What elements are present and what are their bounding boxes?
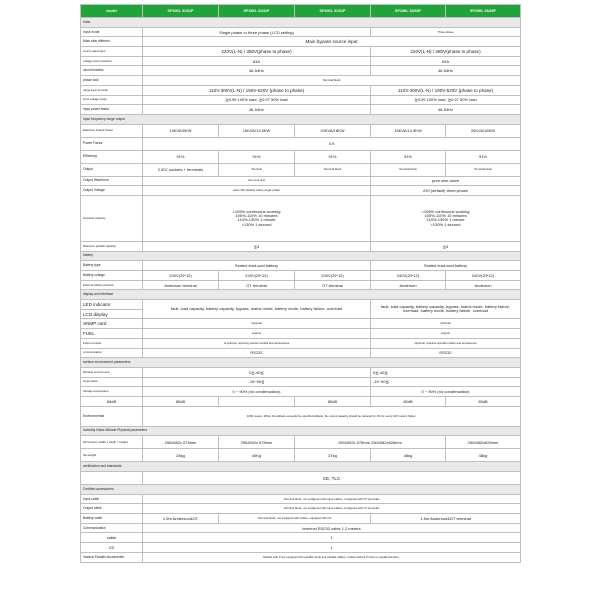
row-overload: Overload capacity <105% continuous working 105%-110% 10 minutes 110%-130% 1 minute >130% 1 second <105% continuous working 105%-110% 10 minutes 110%-130% 1 minute >130% 1 second [81, 195, 521, 241]
row-lcd: LCD display [81, 309, 521, 319]
row-phase-lock: phase lock Terminal block [81, 76, 521, 86]
section-humidity: humidity Noise Altitude Physical parameters [81, 426, 521, 436]
header-sp20kl-33: SP20KL 33/33P [446, 5, 521, 18]
header-row [81, 5, 521, 18]
row-led: LED indicator fault, load capacity, battery capacity, bypass, mains mode, battery mode, battery failure, overload fault, load capacity, battery capacity, bypass, mains mode, battery failure, overload, battery mode, battery failure, overload [81, 300, 521, 310]
section-display: display and interface [81, 290, 521, 300]
row-cert: CE, TLC [81, 472, 521, 485]
row-cd: CD 1 [81, 543, 521, 553]
row-parallel-capacity: Maximum parallel capacity ≦3 ≦3 [81, 241, 521, 251]
header-sp10kl-31: SP10KL 31/31P [143, 5, 219, 18]
row-working-env: Working environment 0≦-40≦ 0≦-40≦ [81, 367, 521, 377]
header-sp15kl-31: SP15KL 31/31P [219, 5, 295, 18]
row-battery-cable: Battery cable 1.5m Anderson&OT Terminal block, not equipped with cables, equipped with OT 1.5m Anderson&OT terminal [81, 514, 521, 524]
row-range-voltage: input voltage range ≧0.99 100% load, ≧0.97 50% load ≧0.99 100% load, ≧0.97 50% load [81, 95, 521, 105]
row-cable: cable 1 [81, 533, 521, 543]
row-noise: 65dB 65dB 65dB 65dB 65dB [81, 396, 521, 406]
row-output: Output 2 IEC sockets + terminals Terminal Terminal block Terminal block Terminal block [81, 163, 521, 176]
row-battery-type: Battery type Sealed lead-acid battery Sealed lead-acid battery [81, 261, 521, 271]
row-external-terminal: External battery terminal Anderson terminal OT terminal OT terminal Anderson Anderson [81, 280, 521, 290]
row-power-factor: Power Factor 0.9 [81, 137, 521, 150]
row-parallel-accessories: manual Parallel accessories Models with P are equipped with parallel cards and parallel cables; models without P have no parallel function. [81, 552, 521, 562]
row-waveform: Output Waveform sine pure sine pure sine wave [81, 176, 521, 186]
header-sp15kl-33: SP15KL 33/33P [371, 5, 446, 18]
row-fusion: Fusion contact is optional, requiring special models and accessories Optional, requires special models and accessories [81, 338, 521, 348]
header-sp20kl-31: SP20KL 31/31P [295, 5, 371, 18]
row-communication: Communication terminal RS232 cable 1.2 meters [81, 523, 521, 533]
section-freq-range: input frequency range output [81, 114, 521, 124]
row-fuel: FUEL support support [81, 329, 521, 339]
overload-right: <105% continuous working 105%-110% 10 minutes 110%-130% 1 minute >130% 1 second [371, 195, 521, 241]
row-environmental: Environmental 1000 meters. When the altitude exceeds the specified altitude, the output capacity should be reduced by 1% for every 100 meters higher. [81, 406, 521, 426]
section-environment: surface environment parameters [81, 358, 521, 368]
section-accessories: Certified accessories [81, 485, 521, 495]
row-efficiency: Efficiency 91% 91% 91% 91% 91% [81, 150, 521, 163]
row-snmp: SNMP card Optional Optional [81, 319, 521, 329]
row-input-mode: Input mode Single phase or three phase (LCD setting) Three-phase [81, 27, 521, 37]
row-output-cable: Output cable Terminal block, not configured with input cables, configured with OT terminals [81, 504, 521, 514]
section-battery: battery [81, 251, 521, 261]
row-dimensions: Dimensions (width × depth × height) 250x582x 578mm 250x592x 578mm 250x592x 578mm 250x582x826mm 250x582x826mm [81, 436, 521, 449]
row-output-voltage: Output Voltage wave 220 (default value) single phase 220 (default) three-phase [81, 186, 521, 196]
row-temperature: temperature -15~50≦ -15~50≦ [81, 377, 521, 387]
row-input-cable: Input cable Terminal block, not configured with input cables, configured with OT terminals [81, 494, 521, 504]
section-enter: enter [81, 18, 521, 28]
row-input-protection: voltage input protection 63A 63A [81, 56, 521, 66]
overload-left: <105% continuous working 105%-110% 10 minutes 110%-130% 1 minute >130% 1 second [143, 195, 371, 241]
spec-sheet [80, 4, 520, 600]
row-rated-input: source rated input 220V(L-N) / 380V(phase to phase) 220V(L-N) / 380V(phase to phase) [81, 47, 521, 57]
row-storage-temp: Storage temperature 0 ~ 90% (no condensation) 0 ~ 90% (no condensation) [81, 387, 521, 397]
header-model: model [81, 5, 143, 18]
section-certification: certification and standards [81, 462, 521, 472]
row-breaker: circuit breaker 46-54Hz 46-54Hz [81, 66, 521, 76]
row-communication-if: communication RS232 RS232 [81, 348, 521, 358]
row-net-weight: Net weight 28kg 40Kg 37kg 48kg 48kg [81, 449, 521, 462]
row-main-side: Main side different Main bypass source input [81, 37, 521, 47]
row-range-terminal: range input terminal 110V-300V(L-N) / 190V-520V (phase to phase) 110V-300V(L-N) / 190V-520V (phase to phase) [81, 85, 521, 95]
row-max-power: Maximum Output Power 10KVA/9KW 15KVA/13.5KW 20KVA/18KW 15KVA/13.5KW 20KVA/18KW [81, 124, 521, 137]
row-power-factor-in: input power factor 46-54Hz 46-54Hz [81, 105, 521, 115]
spec-table [80, 4, 521, 563]
row-battery-voltage: Battery voltage 240V(20*12) 240V(20*12) 240V(20*12) 240V(20*12) 240V(20*12) [81, 271, 521, 281]
